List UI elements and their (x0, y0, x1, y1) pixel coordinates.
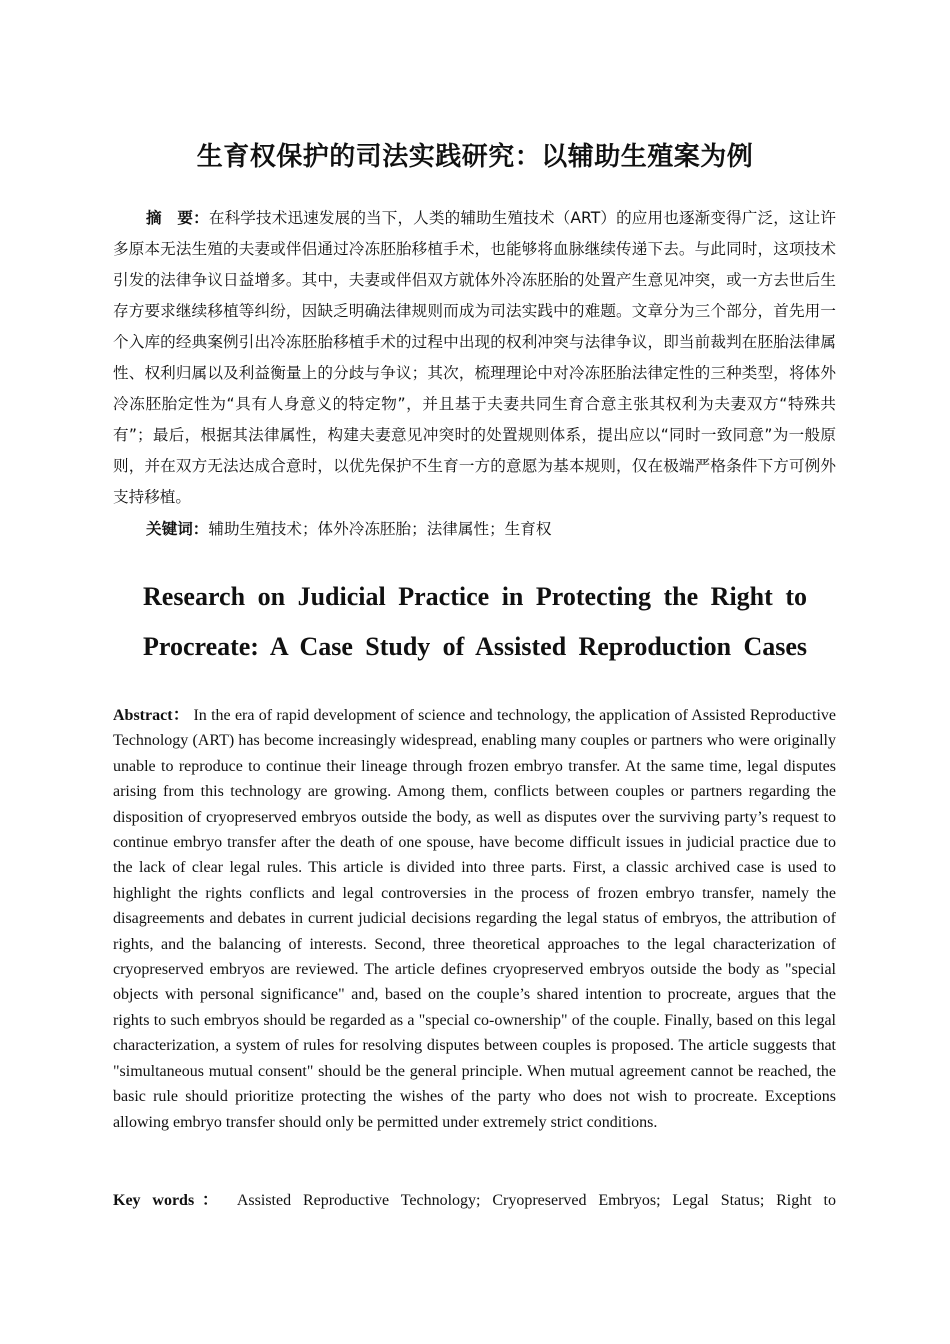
english-abstract-text: In the era of rapid development of science and technology, the application of Assisted Reproductive Technology (ART) has become increasingly widespread, enabling many couples or partners who were originally unable to reproduce to continue their lineage through frozen embryo transfer. At the same time, legal disputes arising from this technology are growing. Among them, conflicts between couples or partners regarding the disposition of cryopreserved embryos outside the body, as well as disputes over the surviving party’s request to continue embryo transfer after the death of one spouse, have become difficult issues in judicial practice due to the lack of clear legal rules. This article is divided into three parts. First, a classic archived case is used to highlight the rights conflicts and legal controversies in the process of frozen embryo transfer, namely the disagreements and debates in current judicial decisions regarding the legal status of embryos, the attribution of rights, and the balancing of interests. Second, three theoretical approaches to the legal characterization of cryopreserved embryos are reviewed. The article defines cryopreserved embryos outside the body as "special objects with personal significance" and, based on the couple’s shared intention to procreate, argues that the rights to such embryos should be regarded as a "special co-ownership" of the couple. Finally, based on this legal characterization, a system of rules for resolving disputes between couples is proposed. The article suggests that "simultaneous mutual consent" should be the general principle. When mutual agreement cannot be reached, the basic rule should prioritize protecting the wishes of the party who does not wish to procreate. Exceptions allowing embryo transfer should only be permitted under extremely strict conditions. (113, 707, 837, 1131)
english-keywords-text: Assisted Reproductive Technology; Cryopreserved Embryos; Legal Status; Right to (236, 1192, 836, 1209)
english-keywords-label: Key words： (113, 1192, 226, 1209)
english-abstract (113, 703, 836, 1135)
english-title (143, 572, 807, 672)
chinese-title: 生育权保护的司法实践研究：以辅助生殖案为例 (196, 142, 754, 172)
chinese-abstract-label: 摘 要： (146, 209, 209, 227)
chinese-keywords-text: 辅助生殖技术；体外冷冻胚胎；法律属性；生育权 (208, 520, 552, 538)
english-abstract-label: Abstract： (113, 707, 190, 724)
chinese-keywords-label: 关键词： (146, 520, 209, 538)
chinese-abstract-text: 在科学技术迅速发展的当下，人类的辅助生殖技术（ART）的应用也逐渐变得广泛，这让许多原本无法生殖的夫妻或伴侣通过冷冻胚胎移植手术，也能够将血脉继续传递下去。与此同时，这项技术引发的法律争议日益增多。其中，夫妻或伴侣双方就体外冷冻胚胎的处置产生意见冲突，或一方去世后生存方要求继续移植等纠纷，因缺乏明确法律规则而成为司法实践中的难题。文章分为三个部分，首先用一个入库的经典案例引出冷冻胚胎移植手术的过程中出现的权利冲突与法律争议，即当前裁判在胚胎法律属性、权利归属以及利益衡量上的分歧与争议；其次，梳理理论中对冷冻胚胎法律定性的三种类型，将体外冷冻胚胎定性为“具有人身意义的特定物”，并且基于夫妻共同生育合意主张其权利为夫妻双方“特殊共有”；最后，根据其法律属性，构建夫妻意见冲突时的处置规则体系，提出应以“同时一致同意”为一般原则，并在双方无法达成合意时，以优先保护不生育一方的意愿为基本规则，仅在极端严格条件下方可例外支持移植。 (113, 209, 836, 506)
english-title-line-1: Research on Judicial Practice in Protecting the Right to (143, 582, 807, 611)
english-keywords (113, 1188, 836, 1213)
chinese-abstract (113, 203, 836, 513)
chinese-keywords (146, 514, 836, 545)
english-title-line-2: Procreate: A Case Study of Assisted Reproduction Cases (143, 632, 807, 661)
